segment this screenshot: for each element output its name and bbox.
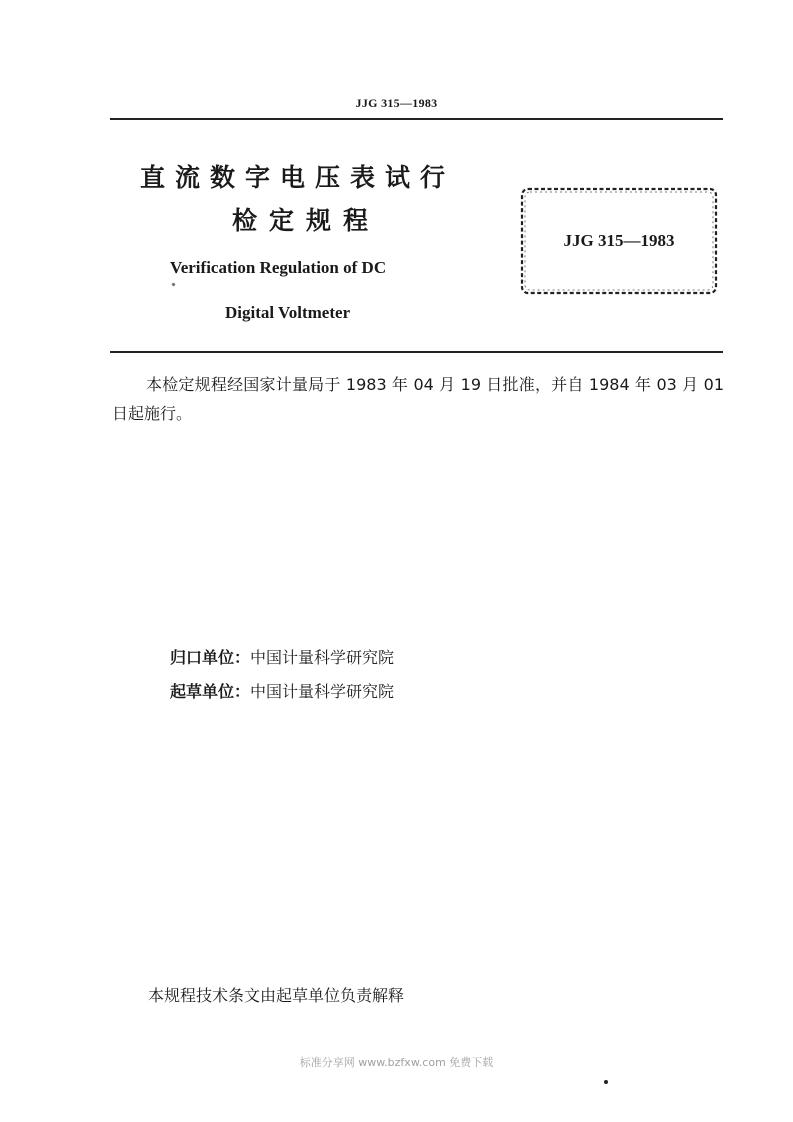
- drafting-unit-row: [170, 679, 394, 702]
- drafting-unit-label: 起草单位：: [170, 682, 251, 701]
- print-dot: [604, 1080, 608, 1084]
- standard-code-box: [519, 186, 719, 296]
- title-english-line-2: Digital Voltmeter: [225, 303, 351, 322]
- title-chinese-line-1: 直流数字电压表试行: [140, 163, 456, 192]
- header-standard-code: JJG 315—1983: [355, 96, 438, 110]
- site-watermark: 标准分享网 www.bzfxw.com 免费下载: [299, 1056, 494, 1069]
- standard-code-boxed: JJG 315—1983: [563, 231, 675, 250]
- top-divider: [110, 118, 723, 120]
- interpretation-note: 本规程技术条文由起草单位负责解释: [148, 986, 405, 1005]
- title-english-line-1: Verification Regulation of DC: [170, 258, 387, 277]
- approval-statement: 本检定规程经国家计量局于 1983 年 04 月 19 日批准，并自 1984 年 03 月 01 日起施行。: [112, 375, 724, 423]
- drafting-unit-value: 中国计量科学研究院: [250, 682, 395, 701]
- middle-divider: [110, 351, 723, 353]
- print-speck: [171, 282, 175, 286]
- title-chinese-line-2: 检定规程: [232, 206, 381, 235]
- responsible-unit-label: 归口单位：: [170, 648, 251, 667]
- responsible-unit-row: [170, 645, 394, 668]
- responsible-unit-value: 中国计量科学研究院: [250, 648, 395, 667]
